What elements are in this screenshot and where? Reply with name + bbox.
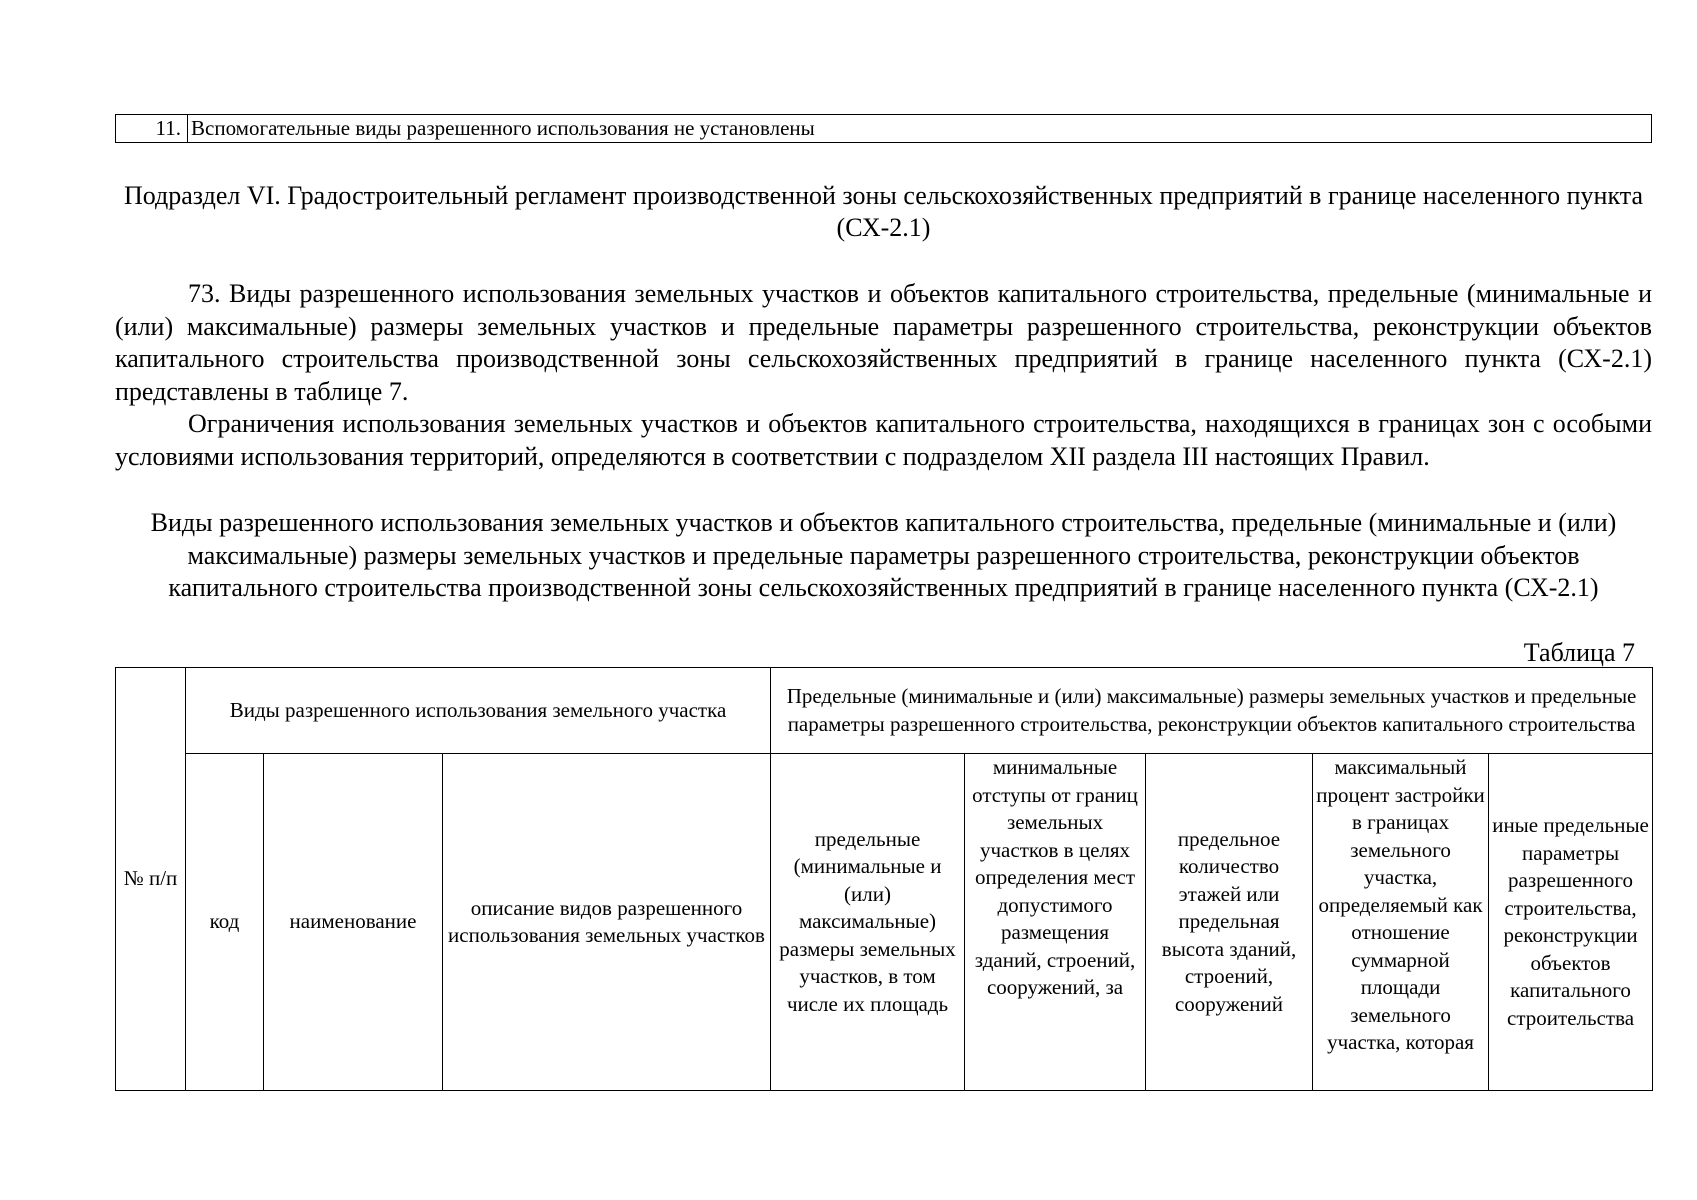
col-other-header: иные предельные параметры разрешенного строительства, реконструкции объектов капитального строительства (1489, 754, 1653, 1091)
col-description-header: описание видов разрешенного использования земельных участков (443, 754, 771, 1091)
regulation-table (115, 667, 1653, 1091)
paragraph-restrictions: Ограничения использования земельных участков и объектов капитального строительства, находящихся в границах зон с особыми условиями использования территорий, определяются в соответствии с подразделом XII раздела III настоящих Правил. (115, 409, 1652, 471)
subsection-title: Подраздел VI. Градостроительный регламент производственной зоны сельскохозяйственных предприятий в границе населенного пункта (СХ-2.1) (124, 181, 1643, 242)
col-plot-size-header: предельные (минимальные и (или) максимальные) размеры земельных участков, в том числе их площадь (771, 754, 965, 1091)
col-setbacks-header: минимальные отступы от границ земельных участков в целях определения мест допустимого размещения зданий, строений, сооружений, за (965, 754, 1146, 1091)
paragraph-73: 73. Виды разрешенного использования земельных участков и объектов капитального строительства, предельные (минимальные и (или) максимальные) размеры земельных участков и предельные параметры разрешенного строительства, реконструкции объектов капитального строительства производственной зоны сельскохозяйственных предприятий в границе населенного пункта (СХ-2.1) представлены в таблице 7. (115, 279, 1652, 406)
table-caption: Виды разрешенного использования земельных участков и объектов капитального строительства, предельные (минимальные и (или) максимальные) размеры земельных участков и предельные параметры разрешенного строительства, реконструкции объектов капитального строительства производственной зоны сельскохозяйственных предприятий в границе населенного пункта (СХ-2.1) (150, 508, 1617, 602)
table-label: Таблица 7 (1523, 638, 1635, 667)
col-name-header: наименование (264, 754, 443, 1091)
table-subheader-row (116, 754, 1653, 1091)
table-row (116, 115, 1652, 143)
col-number-header: № п/п (116, 668, 186, 1091)
previous-table-fragment (115, 114, 1652, 143)
table-header-row (116, 668, 1653, 754)
col-code-header: код (186, 754, 264, 1091)
col-floors-header: предельное количество этажей или предельная высота зданий, строений, сооружений (1146, 754, 1313, 1091)
col-coverage-header: максимальный процент застройки в границах земельного участка, определяемый как отношение суммарной площади земельного участка, которая (1313, 754, 1489, 1091)
row-number: 11. (116, 115, 188, 143)
row-text: Вспомогательные виды разрешенного использования не установлены (188, 115, 1652, 143)
group-use-types-header: Виды разрешенного использования земельного участка (186, 668, 771, 754)
group-parameters-header: Предельные (минимальные и (или) максимальные) размеры земельных участков и предельные параметры разрешенного строительства, реконструкции объектов капитального строительства (771, 668, 1653, 754)
